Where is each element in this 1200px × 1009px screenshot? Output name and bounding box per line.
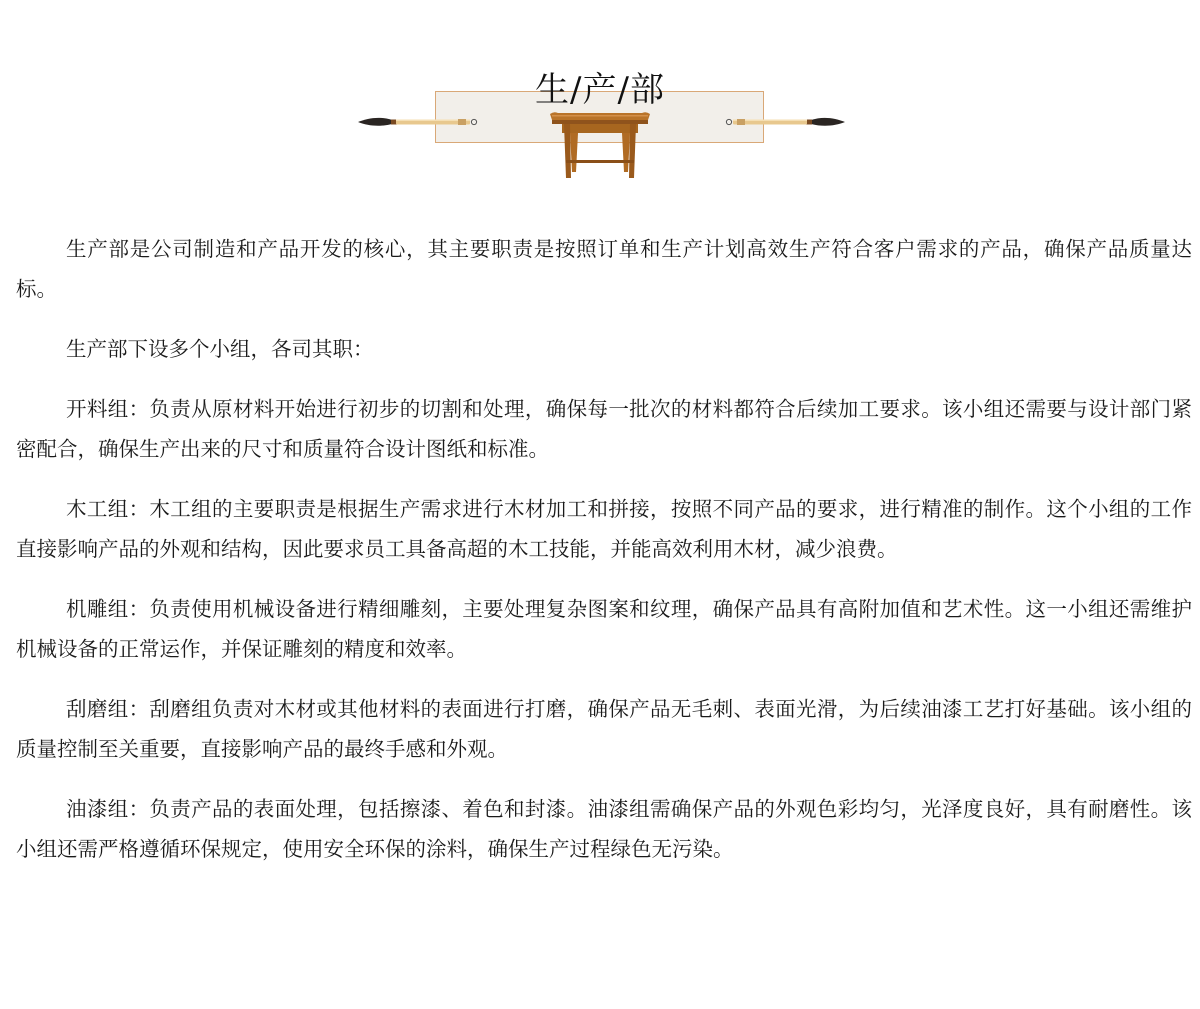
page-title: 生/产/部 [535, 70, 665, 110]
intro-paragraph: 生产部是公司制造和产品开发的核心，其主要职责是按照订单和生产计划高效生产符合客户需求的产品，确保产品质量达标。 [16, 237, 1192, 301]
machine-carving-group-paragraph: 机雕组：负责使用机械设备进行精细雕刻，主要处理复杂图案和纹理，确保产品具有高附加值和艺术性。这一小组还需维护机械设备的正常运作，并保证雕刻的精度和效率。 [16, 597, 1192, 661]
section-header [0, 0, 1200, 190]
calligraphy-brush-icon [358, 112, 483, 132]
subgroups-intro-paragraph: 生产部下设多个小组，各司其职： [66, 337, 374, 361]
carpentry-group-paragraph: 木工组：木工组的主要职责是根据生产需求进行木材加工和拼接，按照不同产品的要求，进行精准的制作。这个小组的工作直接影响产品的外观和结构，因此要求员工具备高超的木工技能，并能高效利用木材，减少浪费。 [16, 497, 1192, 561]
calligraphy-brush-icon [720, 112, 845, 132]
article-body [16, 229, 1192, 889]
cutting-group-paragraph: 开料组：负责从原材料开始进行初步的切割和处理，确保每一批次的材料都符合后续加工要求。该小组还需要与设计部门紧密配合，确保生产出来的尺寸和质量符合设计图纸和标准。 [16, 397, 1192, 461]
painting-group-paragraph: 油漆组：负责产品的表面处理，包括擦漆、着色和封漆。油漆组需确保产品的外观色彩均匀，光泽度良好，具有耐磨性。该小组还需严格遵循环保规定，使用安全环保的涂料，确保生产过程绿色无污染。 [16, 797, 1192, 861]
sanding-group-paragraph: 刮磨组：刮磨组负责对木材或其他材料的表面进行打磨，确保产品无毛刺、表面光滑，为后续油漆工艺打好基础。该小组的质量控制至关重要，直接影响产品的最终手感和外观。 [16, 697, 1192, 761]
wooden-table-icon [548, 110, 652, 180]
